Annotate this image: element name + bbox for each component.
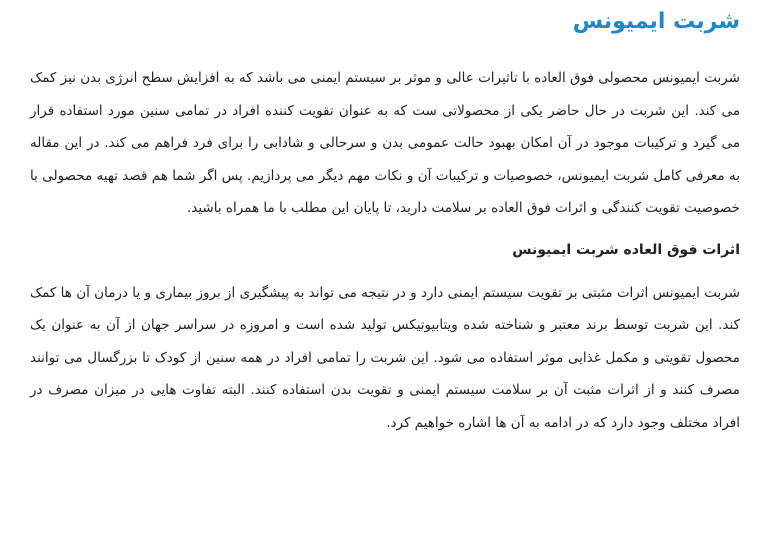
intro-paragraph: شربت ایمیونس محصولی فوق العاده با تاثیرات عالی و موثر بر سیستم ایمنی می باشد که به افزایش سطح انرژی بدن نیز کمک می کند. این شربت در حال حاضر یکی از محصولاتی ست که به عنوان تقویت کننده افراد در تمامی سنین مورد استفاده قرار می گیرد و ترکیبات موجود در آن امکان بهبود حالت عمومی بدن و سرحالی و شادابی را برای فرد فراهم می کند. در این مقاله به معرفی کامل شربت ایمیونس، خصوصیات و ترکیبات آن و نکات مهم دیگر می پردازیم. پس اگر شما هم قصد تهیه محصولی با خصوصیت تقویت کنندگی و اثرات فوق العاده بر سلامت دارید، تا پایان این مطلب با ما همراه باشید. (30, 70, 740, 216)
section-paragraph: شربت ایمیونس اثرات مثبتی بر تقویت سیستم ایمنی دارد و در نتیجه می تواند به پیشگیری از بروز بیماری و یا درمان آن ها کمک کند. این شربت توسط برند معتبر و شناخته شده ویتابیوتیکس تولید شده است و امروزه در سراسر جهان از آن به عنوان یک محصول تقویتی و مکمل غذایی موثر استفاده می شود. این شربت را تمامی افراد در همه سنین از کودک تا بزرگسال می توانند مصرف کنند و از اثرات مثبت آن بر سلامت سیستم ایمنی و تقویت بدن استفاده کنند. البته تفاوت هایی در میزان مصرف در افراد مختلف وجود دارد که در ادامه به آن ها اشاره خواهیم کرد. (30, 284, 740, 431)
article-title: شربت ایمیونس (572, 9, 740, 34)
section-heading: اثرات فوق العاده شربت ایمیونس (512, 241, 740, 258)
